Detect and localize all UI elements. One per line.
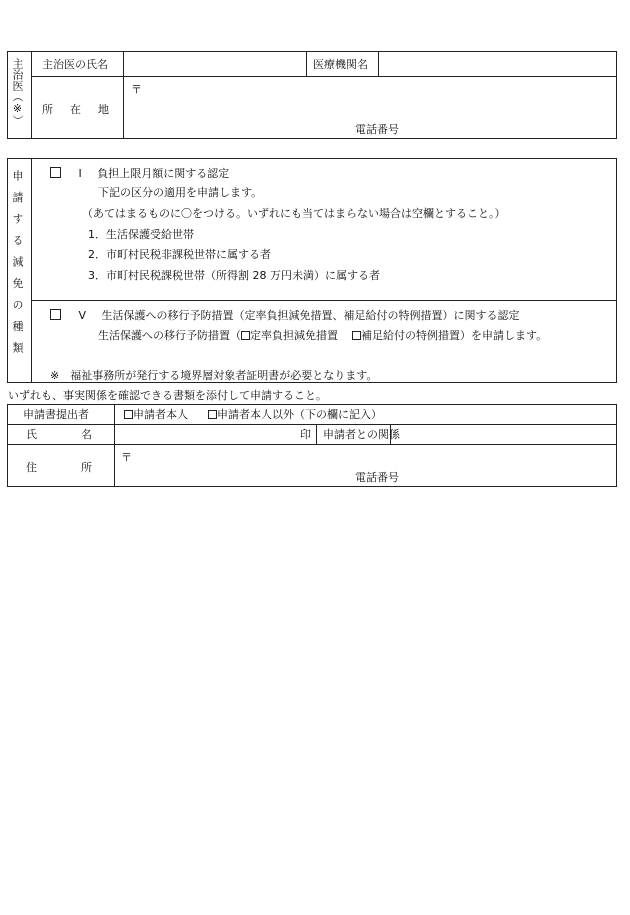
option-fixed-rate-checkbox[interactable] bbox=[241, 331, 250, 340]
submitter-postal-mark: 〒 bbox=[121, 451, 132, 464]
doctor-address-label: 所 在 地 bbox=[42, 103, 112, 116]
section2-line-prefix: 生活保護への移行予防措置（ bbox=[98, 329, 241, 342]
submitter-label: 申請書提出者 bbox=[23, 408, 89, 421]
doctor-postal-mark: 〒 bbox=[131, 83, 142, 96]
submitter-seal-divider bbox=[316, 424, 317, 444]
attach-note: いずれも、事実関係を確認できる書類を添付して申請すること。 bbox=[8, 389, 327, 402]
section2-row bbox=[50, 309, 520, 321]
option-supplement-checkbox[interactable] bbox=[352, 331, 361, 340]
doctor-name-label: 主治医の氏名 bbox=[42, 58, 108, 71]
reduction-side-divider bbox=[31, 158, 32, 383]
relation-label: 申請者との関係 bbox=[323, 428, 400, 441]
doctor-label-divider bbox=[123, 51, 124, 139]
doctor-row-divider bbox=[31, 76, 617, 77]
submitter-name-label: 氏 名 bbox=[26, 428, 92, 441]
section1-item-3: 3．市町村民税課税世帯（所得割 28 万円未満）に属する者 bbox=[88, 269, 380, 282]
submitter-name-field[interactable] bbox=[120, 428, 290, 442]
section1-line1: 下記の区分の適用を申請します。 bbox=[98, 186, 263, 199]
section1-row bbox=[50, 167, 229, 179]
submitter-self-label: 申請者本人 bbox=[133, 408, 188, 421]
relation-field[interactable] bbox=[396, 428, 611, 442]
submitter-row2-divider bbox=[7, 444, 617, 445]
doctor-inst-divider bbox=[306, 51, 307, 76]
submitter-label-divider bbox=[114, 404, 115, 487]
submitter-other-label: 申請者本人以外（下の欄に記入） bbox=[217, 408, 382, 421]
option-supplement-label: 補足給付の特例措置 bbox=[361, 329, 460, 342]
section2-number: Ⅴ bbox=[78, 309, 87, 322]
section2-note: ※ 福祉事務所が発行する境界層対象者証明書が必要となります。 bbox=[50, 369, 378, 382]
seal-mark: 印 bbox=[300, 428, 311, 441]
doctor-phone-label: 電話番号 bbox=[355, 123, 399, 136]
submitter-phone-label: 電話番号 bbox=[355, 471, 399, 484]
section2-line bbox=[98, 330, 547, 341]
section1-title: 負担上限月額に関する認定 bbox=[97, 167, 230, 180]
doctor-name-field[interactable] bbox=[130, 59, 300, 73]
institution-field[interactable] bbox=[384, 59, 609, 73]
institution-label: 医療機関名 bbox=[313, 58, 368, 71]
section1-checkbox[interactable] bbox=[50, 167, 61, 178]
submitter-other-checkbox[interactable] bbox=[208, 410, 217, 419]
submitter-row1-divider bbox=[7, 424, 617, 425]
submitter-options bbox=[124, 409, 382, 420]
section1-line2: （あてはまるものに〇をつける。いずれにも当てはまらない場合は空欄とすること。） bbox=[82, 207, 506, 220]
section2-checkbox[interactable] bbox=[50, 309, 61, 320]
section2-title: 生活保護への移行予防措置（定率負担減免措置、補足給付の特例措置）に関する認定 bbox=[101, 309, 520, 322]
option-fixed-rate-label: 定率負担減免措置 bbox=[250, 329, 338, 342]
section1-item-1: 1．生活保護受給世帯 bbox=[88, 228, 194, 241]
section1-item-2: 2．市町村民税非課税世帯に属する者 bbox=[88, 248, 271, 261]
section1-number: Ⅰ bbox=[78, 167, 82, 180]
reduction-side-label: 申請する減免の種類 bbox=[11, 170, 24, 364]
doctor-inst-divider2 bbox=[378, 51, 379, 76]
section2-line-suffix: ）を申請します。 bbox=[460, 329, 548, 342]
doctor-side-label: 主治医（※） bbox=[11, 58, 24, 126]
submitter-self-checkbox[interactable] bbox=[124, 410, 133, 419]
reduction-section-divider bbox=[31, 300, 617, 301]
submitter-address-label: 住 所 bbox=[26, 461, 92, 474]
doctor-side-divider bbox=[31, 51, 32, 139]
